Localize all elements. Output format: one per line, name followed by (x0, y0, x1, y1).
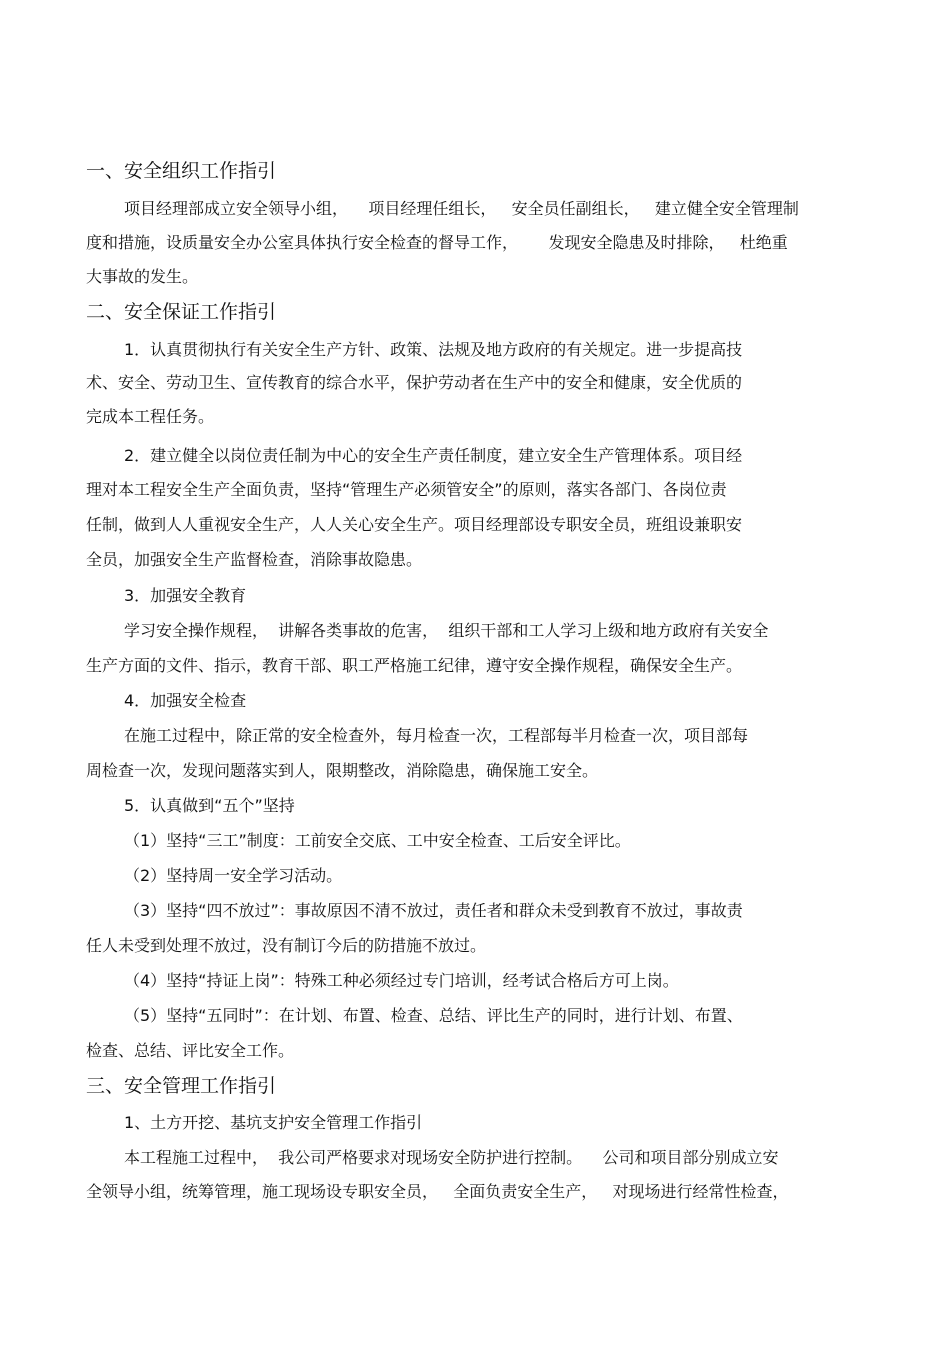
paragraph-line: 任制，做到人人重视安全生产，人人关心安全生产。项目经理部设专职安全员，班组设兼职安 (86, 515, 743, 534)
paragraph-line: 度和措施，设质量安全办公室具体执行安全检查的督导工作， 发现安全隐患及时排除， 杜绝重 (86, 233, 788, 252)
paragraph-line: 2．建立健全以岗位责任制为中心的安全生产责任制度，建立安全生产管理体系。项目经 (124, 446, 743, 465)
section-heading-1: 一、安全组织工作指引 (86, 160, 277, 182)
paragraph-line: 大事故的发生。 (86, 267, 199, 286)
section-heading-3: 三、安全管理工作指引 (86, 1075, 277, 1097)
paragraph-line: 理对本工程安全生产全面负责，坚持“管理生产必须管安全”的原则，落实各部门、各岗位责 (86, 480, 727, 499)
paragraph-line: 检查、总结、评比安全工作。 (86, 1041, 295, 1060)
paragraph-line: 学习安全操作规程， 讲解各类事故的危害， 组织干部和工人学习上级和地方政府有关安全 (124, 621, 769, 640)
paragraph-line: 全员，加强安全生产监督检查，消除事故隐患。 (86, 550, 423, 569)
paragraph-line: 生产方面的文件、指示，教育干部、职工严格施工纪律，遵守安全操作规程，确保安全生产。 (86, 656, 743, 675)
section-heading-2: 二、安全保证工作指引 (86, 301, 277, 323)
paragraph-line: （5）坚持“五同时”：在计划、布置、检查、总结、评比生产的同时，进行计划、布置、 (124, 1006, 743, 1025)
paragraph-line: （1）坚持“三工”制度：工前安全交底、工中安全检查、工后安全评比。 (124, 831, 631, 850)
paragraph-line: 术、安全、劳动卫生、宣传教育的综合水平，保护劳动者在生产中的安全和健康，安全优质的 (86, 373, 743, 392)
paragraph-line: （3）坚持“四不放过”：事故原因不清不放过，责任者和群众未受到教育不放过，事故责 (124, 901, 743, 920)
paragraph-line: 完成本工程任务。 (86, 407, 215, 426)
paragraph-line: 周检查一次，发现问题落实到人，限期整改，消除隐患，确保施工安全。 (86, 761, 599, 780)
paragraph-line: （2）坚持周一安全学习活动。 (124, 866, 343, 885)
paragraph-line: 1、土方开挖、基坑支护安全管理工作指引 (124, 1113, 423, 1132)
paragraph-line: （4）坚持“持证上岗”：特殊工种必须经过专门培训，经考试合格后方可上岗。 (124, 971, 679, 990)
paragraph-line: 任人未受到处理不放过，没有制订今后的防措施不放过。 (86, 936, 487, 955)
paragraph-line: 3．加强安全教育 (124, 586, 247, 605)
paragraph-line: 1．认真贯彻执行有关安全生产方针、政策、法规及地方政府的有关规定。进一步提高技 (124, 340, 743, 359)
paragraph-line: 本工程施工过程中， 我公司严格要求对现场安全防护进行控制。 公司和项目部分别成立安 (124, 1148, 779, 1167)
paragraph-line: 全领导小组，统筹管理，施工现场设专职安全员， 全面负责安全生产， 对现场进行经常性检查， (86, 1182, 789, 1201)
paragraph-line: 在施工过程中，除正常的安全检查外，每月检查一次，工程部每半月检查一次，项目部每 (124, 726, 749, 745)
paragraph-line: 5．认真做到“五个”坚持 (124, 796, 295, 815)
paragraph-line: 4．加强安全检查 (124, 691, 247, 710)
paragraph-line: 项目经理部成立安全领导小组， 项目经理任组长， 安全员任副组长， 建立健全安全管理制 (124, 199, 799, 218)
